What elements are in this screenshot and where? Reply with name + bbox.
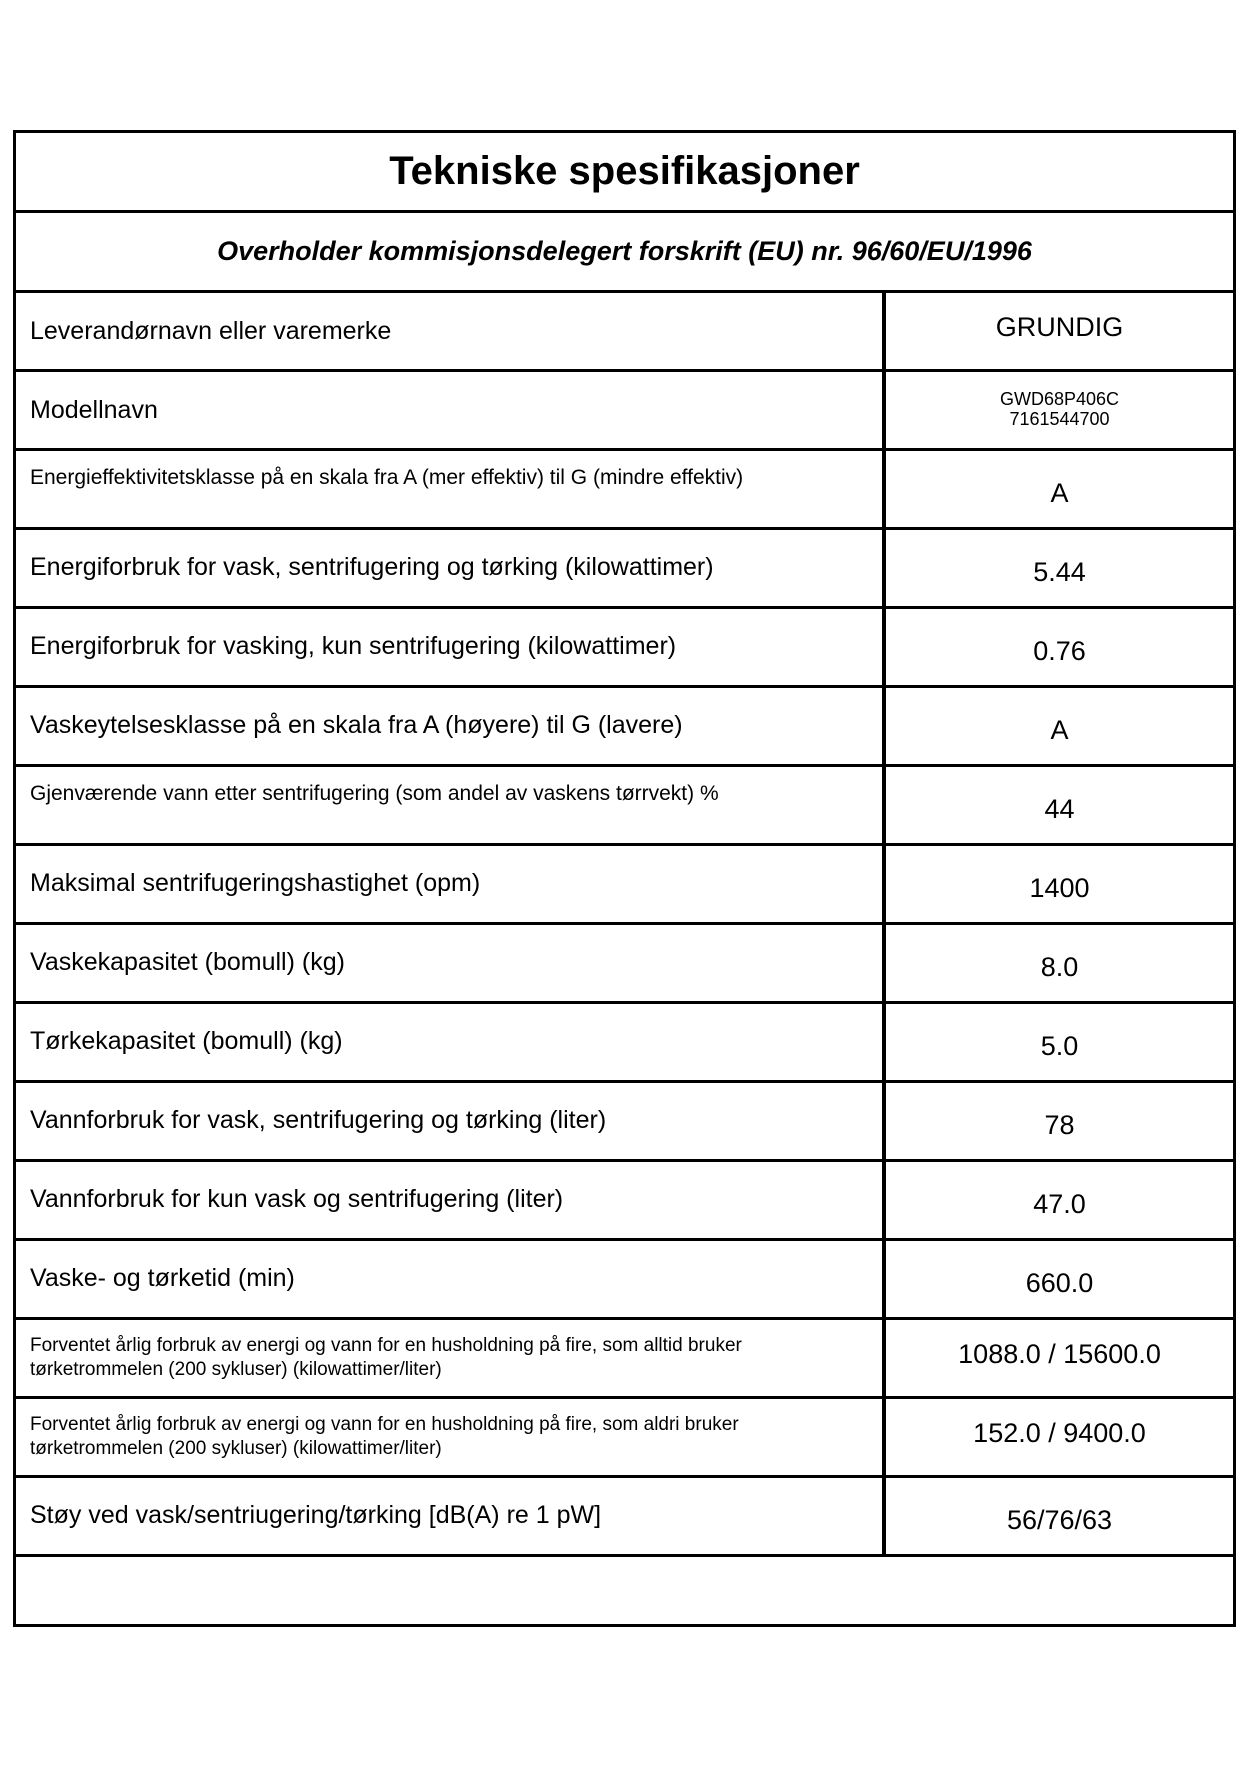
spec-label: Forventet årlig forbruk av energi og vann for en husholdning på fire, som aldri bruker tørketrommelen (200 sykluser) (kilowattimer/liter): [16, 1399, 886, 1475]
spec-label: Støy ved vask/sentriugering/tørking [dB(A) re 1 pW]: [16, 1478, 886, 1554]
spec-row-remaining-water: [16, 767, 1233, 846]
regulation-subtitle: Overholder kommisjonsdelegert forskrift (EU) nr. 96/60/EU/1996: [16, 213, 1233, 293]
spec-value-model: [886, 372, 1233, 448]
spec-row-dry-capacity: [16, 1004, 1233, 1083]
spec-label: Vaske- og tørketid (min): [16, 1241, 886, 1317]
spec-row-water-wash-dry: [16, 1083, 1233, 1162]
spec-row-cycle-time: [16, 1241, 1233, 1320]
spec-label: Vaskeytelsesklasse på en skala fra A (høyere) til G (lavere): [16, 688, 886, 764]
spec-row-wash-class: [16, 688, 1233, 767]
spec-row-wash-capacity: [16, 925, 1233, 1004]
spec-row-annual-without-dryer: [16, 1399, 1233, 1478]
spec-value: 152.0 / 9400.0: [973, 1417, 1146, 1448]
spec-value: 1400: [1029, 872, 1090, 903]
spec-row-noise: [16, 1478, 1233, 1557]
spec-label: Maksimal sentrifugeringshastighet (opm): [16, 846, 886, 922]
spec-value: 8.0: [1040, 951, 1079, 982]
spec-value: 78: [1044, 1109, 1075, 1140]
spec-value: GRUNDIG: [995, 311, 1124, 342]
spec-label: Forventet årlig forbruk av energi og vann for en husholdning på fire, som alltid bruker tørketrommelen (200 sykluser) (kilowattimer/liter): [16, 1320, 886, 1396]
spec-value: 47.0: [1033, 1188, 1086, 1219]
spec-row-supplier: [16, 293, 1233, 372]
spec-row-energy-class: [16, 451, 1233, 530]
spec-value: 0.76: [1033, 635, 1086, 666]
model-number: 7161544700: [1009, 409, 1110, 429]
spec-value: 1088.0 / 15600.0: [958, 1338, 1161, 1369]
spec-label: Energiforbruk for vask, sentrifugering og tørking (kilowattimer): [16, 530, 886, 606]
page-title: Tekniske spesifikasjoner: [16, 133, 1233, 213]
spec-label: Leverandørnavn eller varemerke: [16, 293, 886, 369]
spec-label: Vannforbruk for kun vask og sentrifugering (liter): [16, 1162, 886, 1238]
spec-label: Energieffektivitetsklasse på en skala fra A (mer effektiv) til G (mindre effektiv): [16, 451, 886, 527]
model-name: GWD68P406C: [999, 389, 1120, 410]
spec-value: 56/76/63: [1006, 1504, 1113, 1535]
spec-value: 660.0: [1025, 1267, 1094, 1298]
spec-label: Energiforbruk for vasking, kun sentrifugering (kilowattimer): [16, 609, 886, 685]
spec-row-spin-speed: [16, 846, 1233, 925]
spec-value: 5.0: [1040, 1030, 1079, 1061]
spec-row-energy-wash: [16, 609, 1233, 688]
spec-label: Modellnavn: [16, 372, 886, 448]
spec-row-water-wash: [16, 1162, 1233, 1241]
spec-row-annual-with-dryer: [16, 1320, 1233, 1399]
spec-label: Gjenværende vann etter sentrifugering (som andel av vaskens tørrvekt) %: [16, 767, 886, 843]
spec-label: Vannforbruk for vask, sentrifugering og tørking (liter): [16, 1083, 886, 1159]
spec-value: 5.44: [1033, 556, 1086, 587]
spec-label: Tørkekapasitet (bomull) (kg): [16, 1004, 886, 1080]
spec-label: Vaskekapasitet (bomull) (kg): [16, 925, 886, 1001]
spec-value: 44: [1044, 793, 1075, 824]
spec-value: A: [1050, 714, 1069, 745]
spec-value: A: [1050, 477, 1069, 508]
empty-footer-row: [16, 1557, 1233, 1624]
spec-sheet: [13, 130, 1236, 1627]
spec-row-model: [16, 372, 1233, 451]
spec-row-energy-wash-dry: [16, 530, 1233, 609]
